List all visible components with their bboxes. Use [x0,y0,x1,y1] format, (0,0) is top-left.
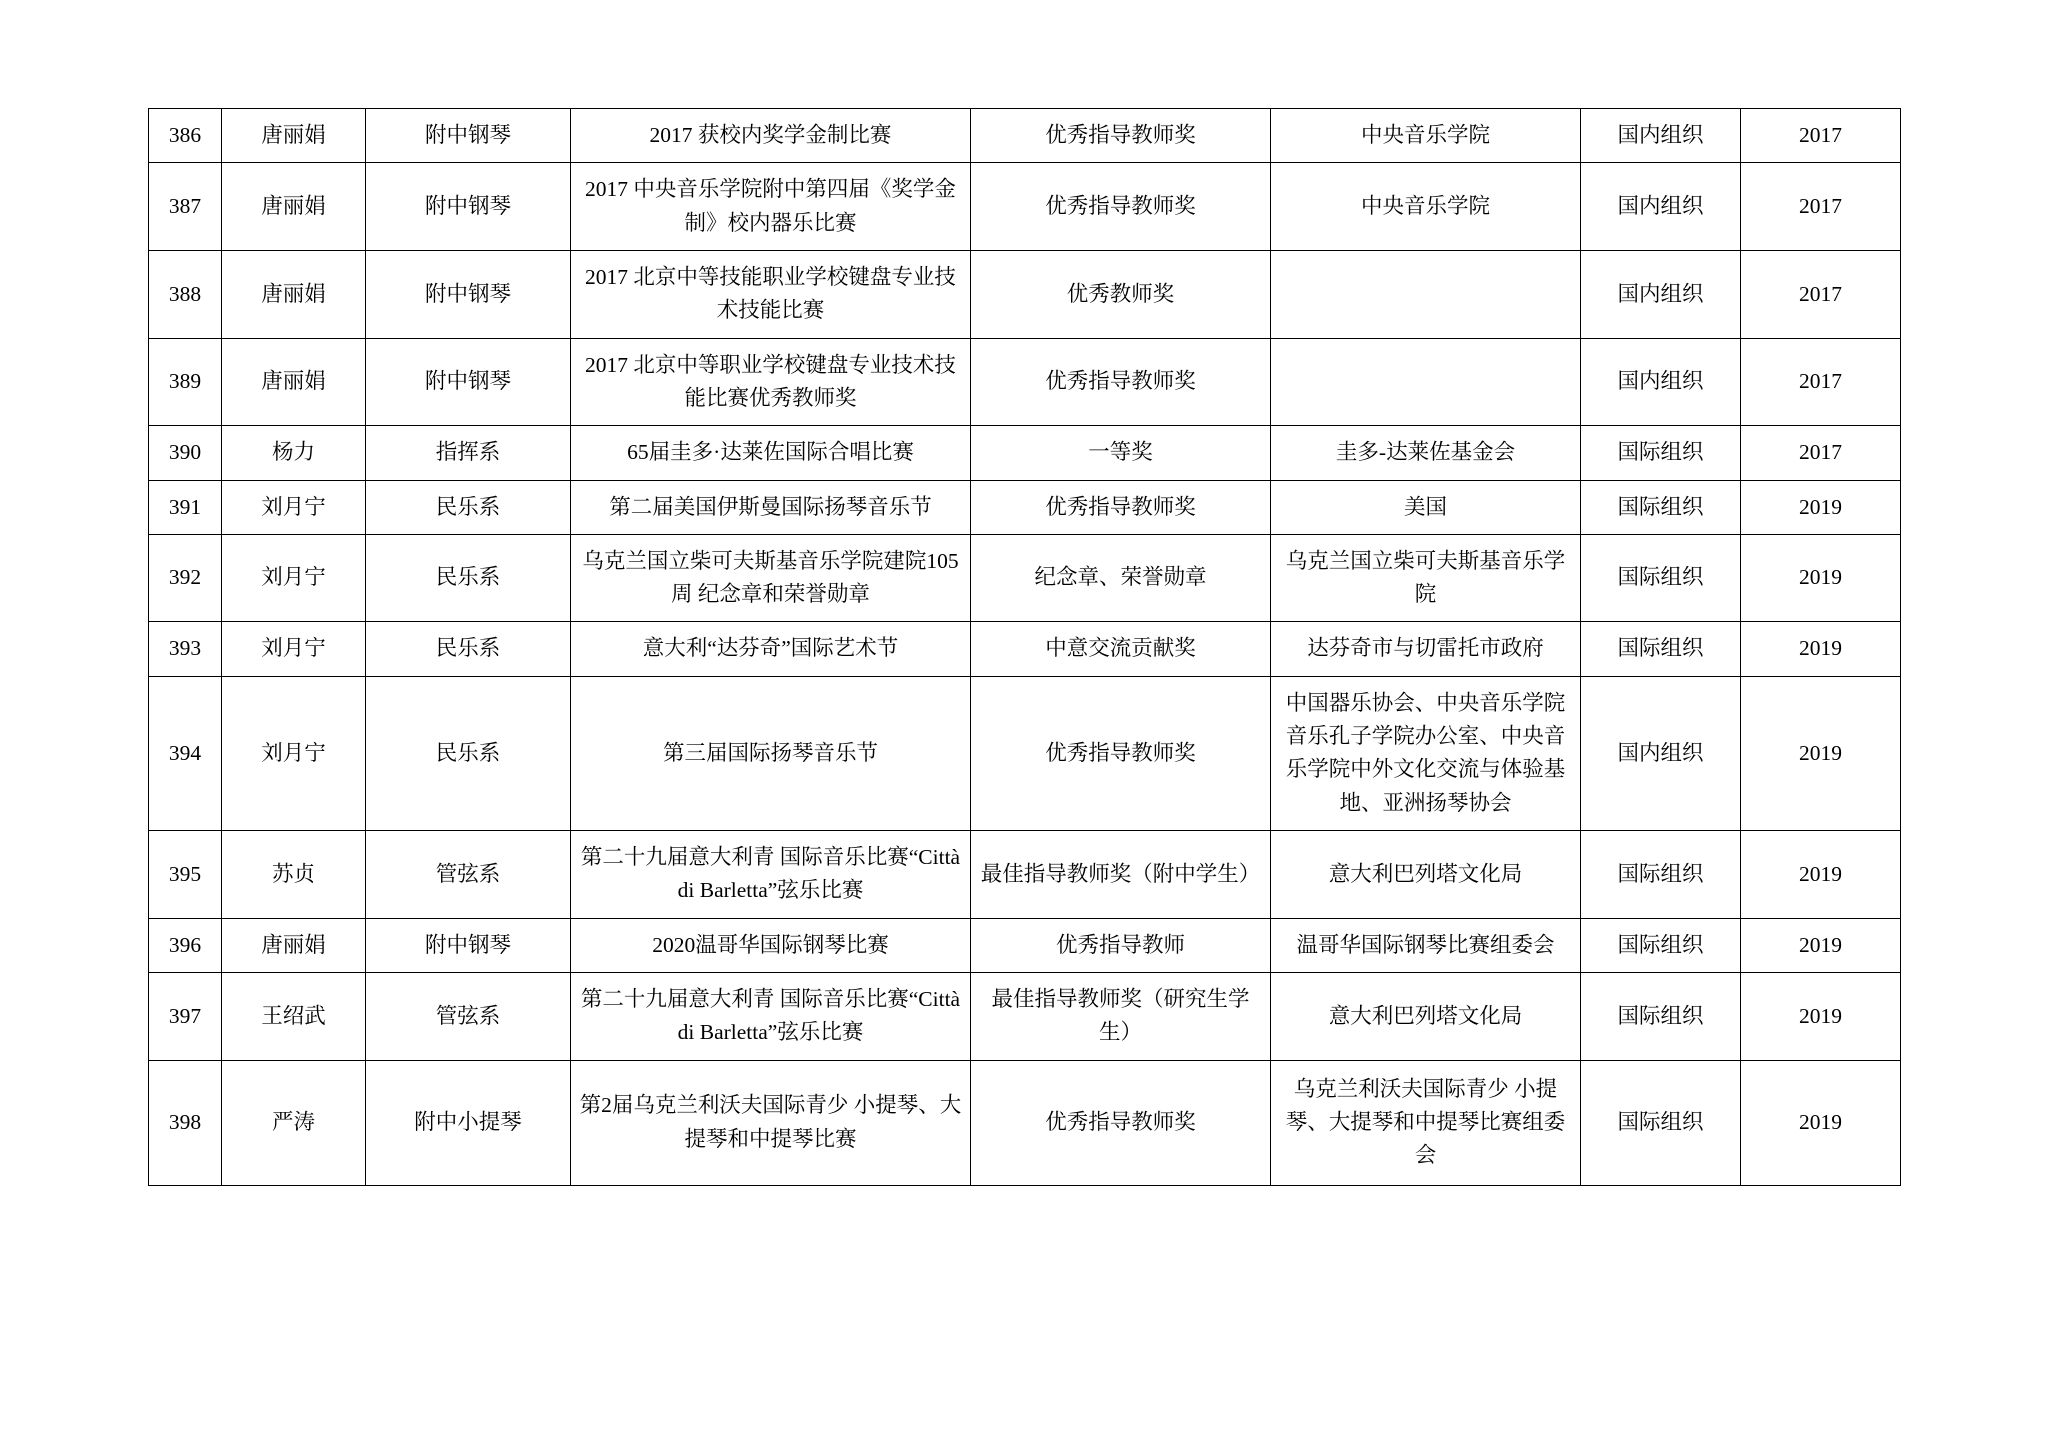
cell-event: 2017 中央音乐学院附中第四届《奖学金制》校内器乐比赛 [571,163,971,251]
cell-organizer: 中央音乐学院 [1271,109,1581,163]
cell-index: 394 [149,676,222,830]
award-records-table [148,108,1901,1186]
cell-event: 2017 获校内奖学金制比赛 [571,109,971,163]
cell-year: 2019 [1741,676,1901,830]
cell-organizer [1271,250,1581,338]
cell-award: 优秀指导教师奖 [971,480,1271,534]
cell-organization-type: 国际组织 [1581,622,1741,676]
cell-organizer: 美国 [1271,480,1581,534]
cell-department: 指挥系 [366,426,571,480]
table-row [149,918,1901,972]
cell-event: 第三届国际扬琴音乐节 [571,676,971,830]
cell-organization-type: 国际组织 [1581,480,1741,534]
cell-organization-type: 国际组织 [1581,972,1741,1060]
cell-department: 管弦系 [366,831,571,919]
table-row [149,831,1901,919]
table-row [149,622,1901,676]
table-row [149,338,1901,426]
cell-name: 苏贞 [222,831,366,919]
cell-year: 2019 [1741,622,1901,676]
cell-event: 65届圭多·达莱佐国际合唱比赛 [571,426,971,480]
cell-name: 刘月宁 [222,534,366,622]
cell-year: 2019 [1741,1060,1901,1185]
table-row [149,972,1901,1060]
cell-organization-type: 国际组织 [1581,534,1741,622]
cell-index: 397 [149,972,222,1060]
cell-event: 第二十九届意大利青 国际音乐比赛“Città di Barletta”弦乐比赛 [571,972,971,1060]
cell-award: 优秀指导教师 [971,918,1271,972]
cell-department: 附中小提琴 [366,1060,571,1185]
cell-organization-type: 国际组织 [1581,918,1741,972]
cell-index: 389 [149,338,222,426]
cell-organization-type: 国际组织 [1581,831,1741,919]
cell-event: 2020温哥华国际钢琴比赛 [571,918,971,972]
table-row [149,676,1901,830]
table-body [149,109,1901,1186]
cell-department: 附中钢琴 [366,109,571,163]
cell-name: 杨力 [222,426,366,480]
cell-index: 396 [149,918,222,972]
cell-name: 唐丽娟 [222,163,366,251]
cell-year: 2017 [1741,426,1901,480]
table-row [149,163,1901,251]
cell-department: 附中钢琴 [366,250,571,338]
cell-department: 民乐系 [366,622,571,676]
cell-event: 第二届美国伊斯曼国际扬琴音乐节 [571,480,971,534]
cell-name: 唐丽娟 [222,250,366,338]
cell-event: 乌克兰国立柴可夫斯基音乐学院建院105周 纪念章和荣誉勋章 [571,534,971,622]
cell-award: 一等奖 [971,426,1271,480]
cell-organizer: 意大利巴列塔文化局 [1271,972,1581,1060]
cell-index: 392 [149,534,222,622]
cell-department: 民乐系 [366,480,571,534]
cell-name: 刘月宁 [222,480,366,534]
cell-award: 最佳指导教师奖（附中学生） [971,831,1271,919]
table-row [149,534,1901,622]
cell-organizer: 达芬奇市与切雷托市政府 [1271,622,1581,676]
cell-index: 387 [149,163,222,251]
cell-year: 2017 [1741,250,1901,338]
cell-index: 390 [149,426,222,480]
cell-award: 优秀指导教师奖 [971,1060,1271,1185]
cell-index: 386 [149,109,222,163]
cell-organizer: 中国器乐协会、中央音乐学院音乐孔子学院办公室、中央音乐学院中外文化交流与体验基地、亚洲扬琴协会 [1271,676,1581,830]
cell-name: 刘月宁 [222,622,366,676]
cell-department: 民乐系 [366,676,571,830]
cell-organization-type: 国内组织 [1581,338,1741,426]
table-row [149,480,1901,534]
table-row [149,426,1901,480]
cell-name: 唐丽娟 [222,918,366,972]
cell-name: 刘月宁 [222,676,366,830]
cell-organizer: 圭多-达莱佐基金会 [1271,426,1581,480]
cell-year: 2019 [1741,480,1901,534]
cell-name: 唐丽娟 [222,338,366,426]
cell-award: 优秀指导教师奖 [971,676,1271,830]
cell-organization-type: 国内组织 [1581,163,1741,251]
cell-department: 管弦系 [366,972,571,1060]
table-row [149,109,1901,163]
cell-event: 第2届乌克兰利沃夫国际青少 小提琴、大提琴和中提琴比赛 [571,1060,971,1185]
cell-organizer: 中央音乐学院 [1271,163,1581,251]
cell-organization-type: 国际组织 [1581,426,1741,480]
cell-event: 2017 北京中等职业学校键盘专业技术技能比赛优秀教师奖 [571,338,971,426]
cell-year: 2017 [1741,109,1901,163]
cell-name: 唐丽娟 [222,109,366,163]
cell-index: 393 [149,622,222,676]
cell-year: 2019 [1741,831,1901,919]
cell-organization-type: 国内组织 [1581,109,1741,163]
cell-award: 优秀指导教师奖 [971,338,1271,426]
cell-organization-type: 国内组织 [1581,250,1741,338]
cell-year: 2017 [1741,163,1901,251]
cell-organizer: 乌克兰利沃夫国际青少 小提琴、大提琴和中提琴比赛组委会 [1271,1060,1581,1185]
cell-award: 优秀指导教师奖 [971,109,1271,163]
cell-award: 纪念章、荣誉勋章 [971,534,1271,622]
cell-department: 附中钢琴 [366,338,571,426]
cell-organization-type: 国际组织 [1581,1060,1741,1185]
cell-department: 民乐系 [366,534,571,622]
cell-index: 398 [149,1060,222,1185]
cell-name: 王绍武 [222,972,366,1060]
cell-name: 严涛 [222,1060,366,1185]
cell-event: 2017 北京中等技能职业学校键盘专业技术技能比赛 [571,250,971,338]
cell-event: 意大利“达芬奇”国际艺术节 [571,622,971,676]
cell-year: 2019 [1741,534,1901,622]
cell-organizer: 意大利巴列塔文化局 [1271,831,1581,919]
cell-year: 2017 [1741,338,1901,426]
table-row [149,1060,1901,1185]
cell-index: 391 [149,480,222,534]
cell-year: 2019 [1741,918,1901,972]
cell-department: 附中钢琴 [366,918,571,972]
cell-award: 最佳指导教师奖（研究生学生） [971,972,1271,1060]
cell-award: 优秀指导教师奖 [971,163,1271,251]
cell-year: 2019 [1741,972,1901,1060]
cell-event: 第二十九届意大利青 国际音乐比赛“Città di Barletta”弦乐比赛 [571,831,971,919]
cell-organizer [1271,338,1581,426]
cell-organization-type: 国内组织 [1581,676,1741,830]
table-row [149,250,1901,338]
cell-department: 附中钢琴 [366,163,571,251]
cell-organizer: 温哥华国际钢琴比赛组委会 [1271,918,1581,972]
cell-award: 优秀教师奖 [971,250,1271,338]
cell-organizer: 乌克兰国立柴可夫斯基音乐学院 [1271,534,1581,622]
cell-index: 388 [149,250,222,338]
cell-index: 395 [149,831,222,919]
cell-award: 中意交流贡献奖 [971,622,1271,676]
